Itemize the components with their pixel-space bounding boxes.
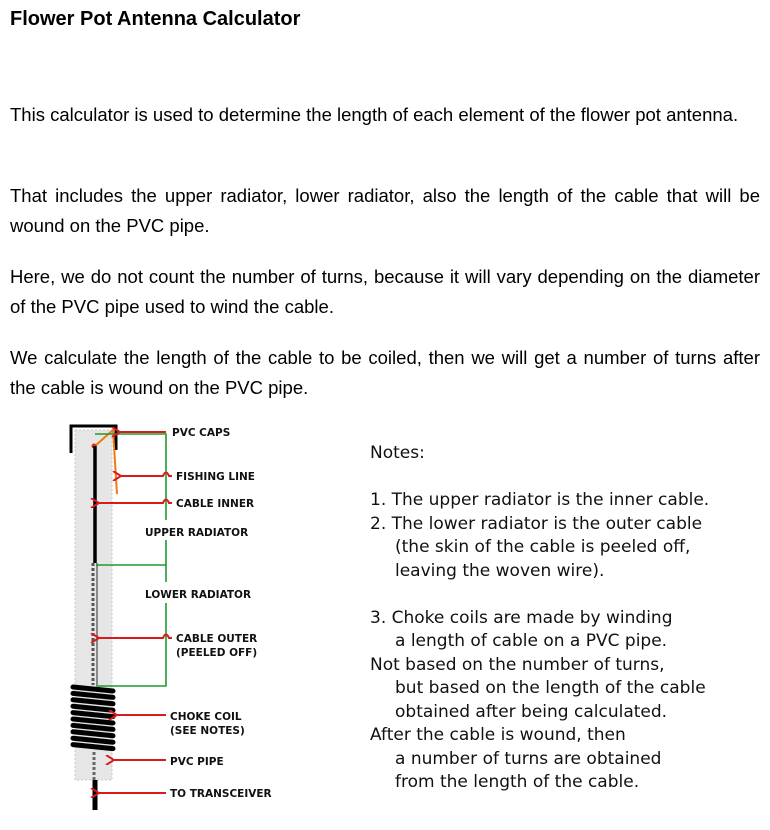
notes-line: After the cable is wound, then [370, 725, 626, 745]
notes-line: (the skin of the cable is peeled off, [395, 537, 691, 557]
label-lower-radiator: LOWER RADIATOR [145, 589, 252, 601]
label-fishing-line: FISHING LINE [176, 471, 255, 483]
notes-line: 3. Choke coils are made by winding [370, 607, 673, 628]
label-cable-outer-note: (PEELED OFF) [176, 647, 258, 659]
label-choke-coil: CHOKE COIL [170, 711, 242, 723]
notes-line: 1. The upper radiator is the inner cable. [370, 490, 710, 510]
antenna-figure [0, 410, 770, 830]
label-upper-radiator: UPPER RADIATOR [145, 527, 249, 539]
notes-line: 2. The lower radiator is the outer cable [370, 513, 703, 534]
label-cable-inner: CABLE INNER [176, 498, 255, 510]
notes-line: but based on the length of the cable [395, 678, 706, 698]
page-title: Flower Pot Antenna Calculator [10, 8, 301, 30]
notes-line: Not based on the number of turns, [370, 654, 665, 675]
elements-paragraph: That includes the upper radiator, lower radiator, also the length of the cable that will be wound on the PVC pipe. [10, 185, 760, 236]
label-pvc-pipe: PVC PIPE [170, 756, 224, 768]
label-pvc-caps: PVC CAPS [172, 427, 231, 439]
notes-line: a number of turns are obtained [395, 748, 662, 769]
label-cable-outer: CABLE OUTER [176, 633, 258, 645]
turns-paragraph: Here, we do not count the number of turns, because it will vary depending on the diameter of the PVC pipe used to wind the cable. [10, 266, 760, 317]
notes-line: a length of cable on a PVC pipe. [395, 631, 668, 651]
notes-spacer [370, 583, 760, 607]
arrow-fishing-line [121, 473, 172, 477]
notes-line: obtained after being calculated. [395, 701, 668, 722]
antenna-diagram [0, 410, 360, 830]
notes-panel [370, 442, 760, 795]
intro-paragraph: This calculator is used to determine the length of each element of the flower pot antenna. [10, 104, 739, 125]
cable-length-paragraph: We calculate the length of the cable to be coiled, then we will get a number of turns after the cable is wound on the PVC pipe. [10, 347, 760, 398]
notes-heading: Notes: [370, 443, 425, 463]
label-to-transceiver: TO TRANSCEIVER [170, 788, 272, 800]
label-choke-coil-note: (SEE NOTES) [170, 725, 245, 737]
notes-line: leaving the woven wire). [395, 560, 605, 581]
notes-line: from the length of the cable. [395, 772, 640, 792]
notes-list [370, 489, 760, 795]
